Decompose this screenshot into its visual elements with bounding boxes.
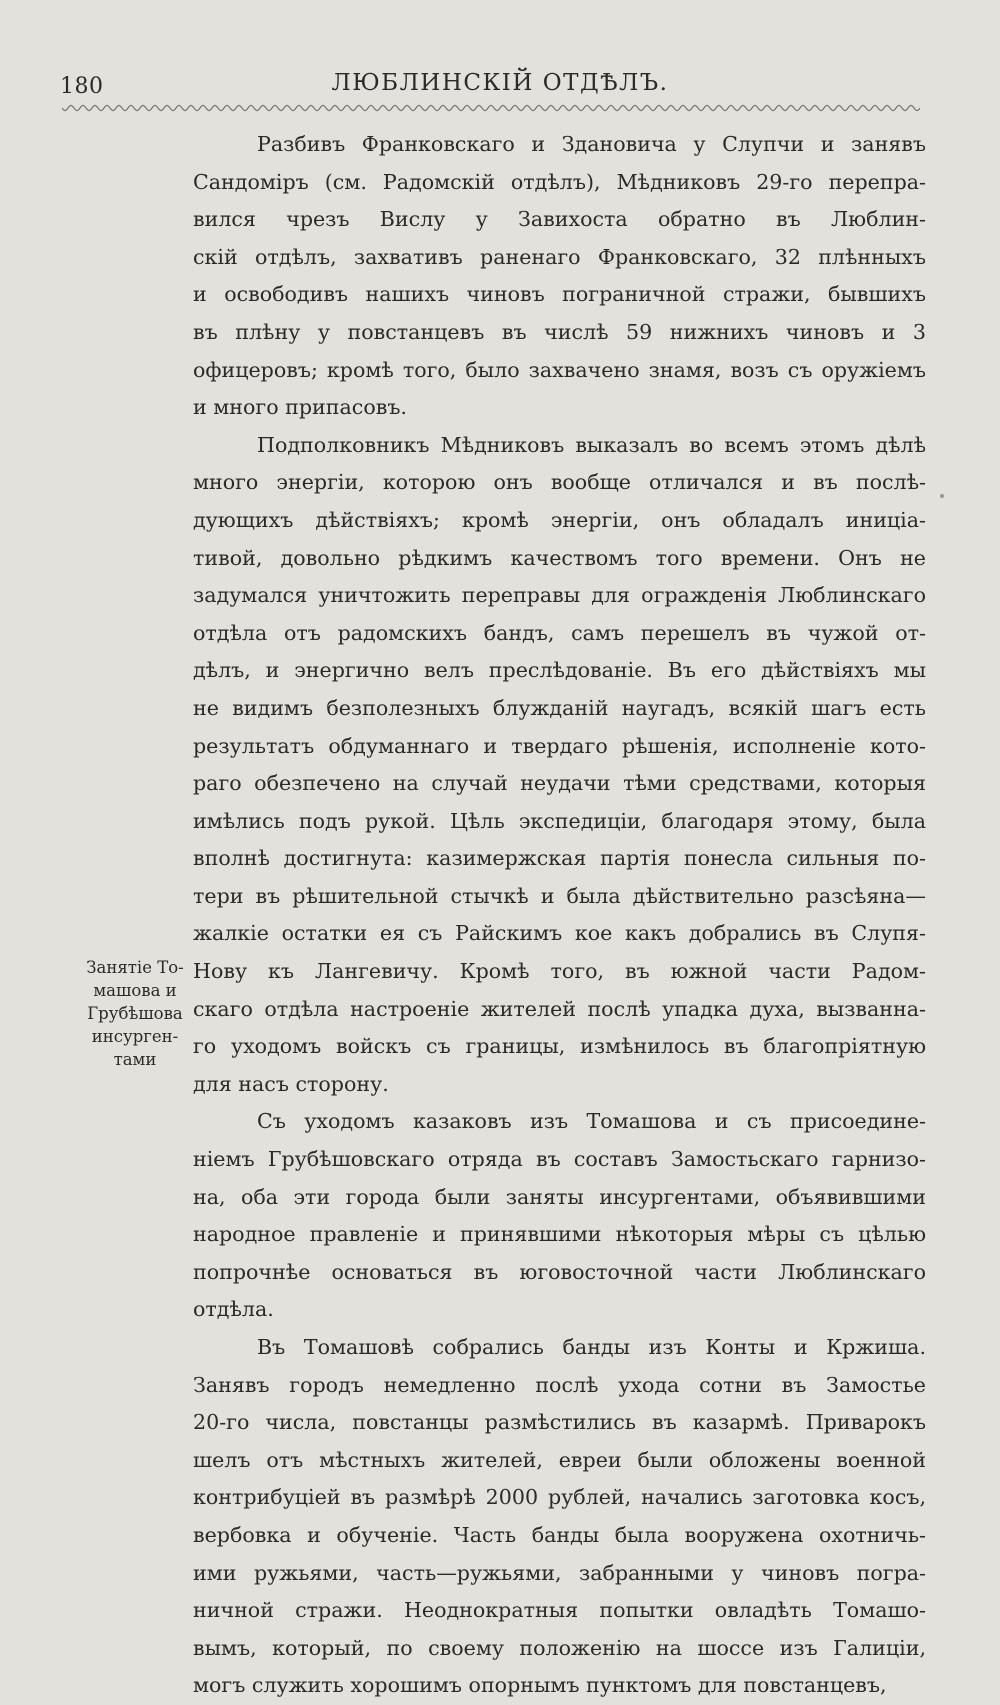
text-line: дующихъ дѣйствіяхъ; кромѣ энергіи, онъ обладалъ иниціа- xyxy=(193,507,926,532)
margin-note xyxy=(76,956,194,1071)
margin-note-line: машова и xyxy=(93,981,177,1000)
text-line: для насъ сторону. xyxy=(193,1071,389,1096)
text-line: тивой, довольно рѣдкимъ качествомъ того времени. Онъ не xyxy=(193,545,926,570)
text-line: раго обезпечено на случай неудачи тѣми средствами, которыя xyxy=(193,771,926,796)
text-line: попрочнѣе основаться въ юговосточной части Люблинскаго xyxy=(193,1259,926,1284)
paragraph xyxy=(193,427,926,1104)
text-line: скаго отдѣла настроеніе жителей послѣ упадка духа, вызванна- xyxy=(193,996,926,1021)
text-line: отдѣла. xyxy=(193,1297,274,1322)
text-line: результатъ обдуманнаго и твердаго рѣшенія, исполненіе кото- xyxy=(193,733,926,758)
text-line: офицеровъ; кромѣ того, было захвачено знамя, возъ съ оружіемъ xyxy=(193,357,926,382)
pencil-mark xyxy=(940,494,944,498)
text-line: ніемъ Грубѣшовскаго отряда въ составъ Замостьскаго гарнизо- xyxy=(193,1147,926,1172)
text-line: скій отдѣлъ, захвативъ раненаго Франковскаго, 32 плѣнныхъ xyxy=(193,244,926,269)
margin-note-line: Грубѣшова xyxy=(87,1004,183,1023)
text-line: ими ружьями, часть—ружьями, забранными у чиновъ погра- xyxy=(193,1560,926,1585)
text-line: тери въ рѣшительной стычкѣ и была дѣйствительно разсѣяна— xyxy=(193,883,926,908)
text-line: Сандоміръ (см. Радомскій отдѣлъ), Мѣдниковъ 29-го перепра- xyxy=(193,169,926,194)
text-line: вполнѣ достигнута: казимержская партія понесла сильныя по- xyxy=(193,846,926,871)
text-line: Разбивъ Франковскаго и Здановича у Слупчи и занявъ xyxy=(257,132,926,156)
text-line: задумался уничтожить переправы для огражденія Люблинскаго xyxy=(193,583,926,608)
text-line: вымъ, который, по своему положенію на шоссе изъ Галиціи, xyxy=(193,1635,926,1660)
text-line: Съ уходомъ казаковъ изъ Томашова и съ присоедине- xyxy=(257,1109,926,1134)
text-line: го уходомъ войскъ съ границы, измѣнилось въ благопріятную xyxy=(193,1034,926,1059)
text-line: отдѣла отъ радомскихъ бандъ, самъ перешелъ въ чужой от- xyxy=(193,620,926,645)
body-text xyxy=(193,126,926,1705)
text-line: ничной стражи. Неоднократныя попытки овладѣть Томашо- xyxy=(193,1598,926,1623)
text-line: на, оба эти города были заняты инсургентами, объявившими xyxy=(193,1184,926,1209)
margin-note-line: тами xyxy=(113,1050,157,1069)
text-line: Подполковникъ Мѣдниковъ выказалъ во всемъ этомъ дѣлѣ xyxy=(257,432,926,457)
running-head: ЛЮБЛИНСКІЙ ОТДѢЛЪ. xyxy=(331,70,669,96)
text-line: контрибуціей въ размѣрѣ 2000 рублей, начались заготовка косъ, xyxy=(193,1485,926,1510)
text-line: Въ Томашовѣ собрались банды изъ Конты и Кржиша. xyxy=(257,1335,926,1359)
paragraph xyxy=(193,1103,926,1329)
text-line: не видимъ безполезныхъ блужданій наугадъ, всякій шагъ есть xyxy=(193,695,926,720)
margin-note-line: инсурген- xyxy=(91,1027,179,1046)
text-line: дѣлъ, и энергично велъ преслѣдованіе. Въ его дѣйствіяхъ мы xyxy=(193,658,926,683)
text-line: могъ служить хорошимъ опорнымъ пунктомъ для повстанцевъ, xyxy=(193,1673,887,1698)
text-line: много энергіи, которою онъ вообще отличался и въ послѣ- xyxy=(193,470,926,495)
text-line: вился чрезъ Вислу у Завихоста обратно въ Люблин- xyxy=(193,207,926,232)
text-line: въ плѣну у повстанцевъ въ числѣ 59 нижнихъ чиновъ и 3 xyxy=(193,319,926,344)
page-number: 180 xyxy=(60,74,104,99)
text-line: и много припасовъ. xyxy=(193,395,407,420)
decorative-wavy-rule xyxy=(62,102,920,114)
text-line: и освободивъ нашихъ чиновъ пограничной стражи, бывшихъ xyxy=(193,282,926,307)
paragraph xyxy=(193,126,926,427)
text-line: Нову къ Лангевичу. Кромѣ того, въ южной части Радом- xyxy=(193,959,926,984)
paragraph xyxy=(193,1329,926,1705)
text-line: Занявъ городъ немедленно послѣ ухода сотни въ Замостье xyxy=(193,1372,926,1397)
text-line: шелъ отъ мѣстныхъ жителей, евреи были обложены военной xyxy=(193,1447,926,1472)
text-line: вербовка и обученіе. Часть банды была вооружена охотничь- xyxy=(193,1522,926,1547)
text-line: имѣлись подъ рукой. Цѣль экспедиціи, благодаря этому, была xyxy=(193,808,926,833)
text-line: жалкіе остатки ея съ Райскимъ кое какъ добрались въ Слупя- xyxy=(193,921,926,946)
text-line: 20-го числа, повстанцы размѣстились въ казармѣ. Приварокъ xyxy=(193,1410,926,1435)
margin-note-line: Занятіе То- xyxy=(86,958,184,977)
text-line: народное правленіе и принявшими нѣкоторыя мѣры съ цѣлью xyxy=(193,1222,926,1247)
